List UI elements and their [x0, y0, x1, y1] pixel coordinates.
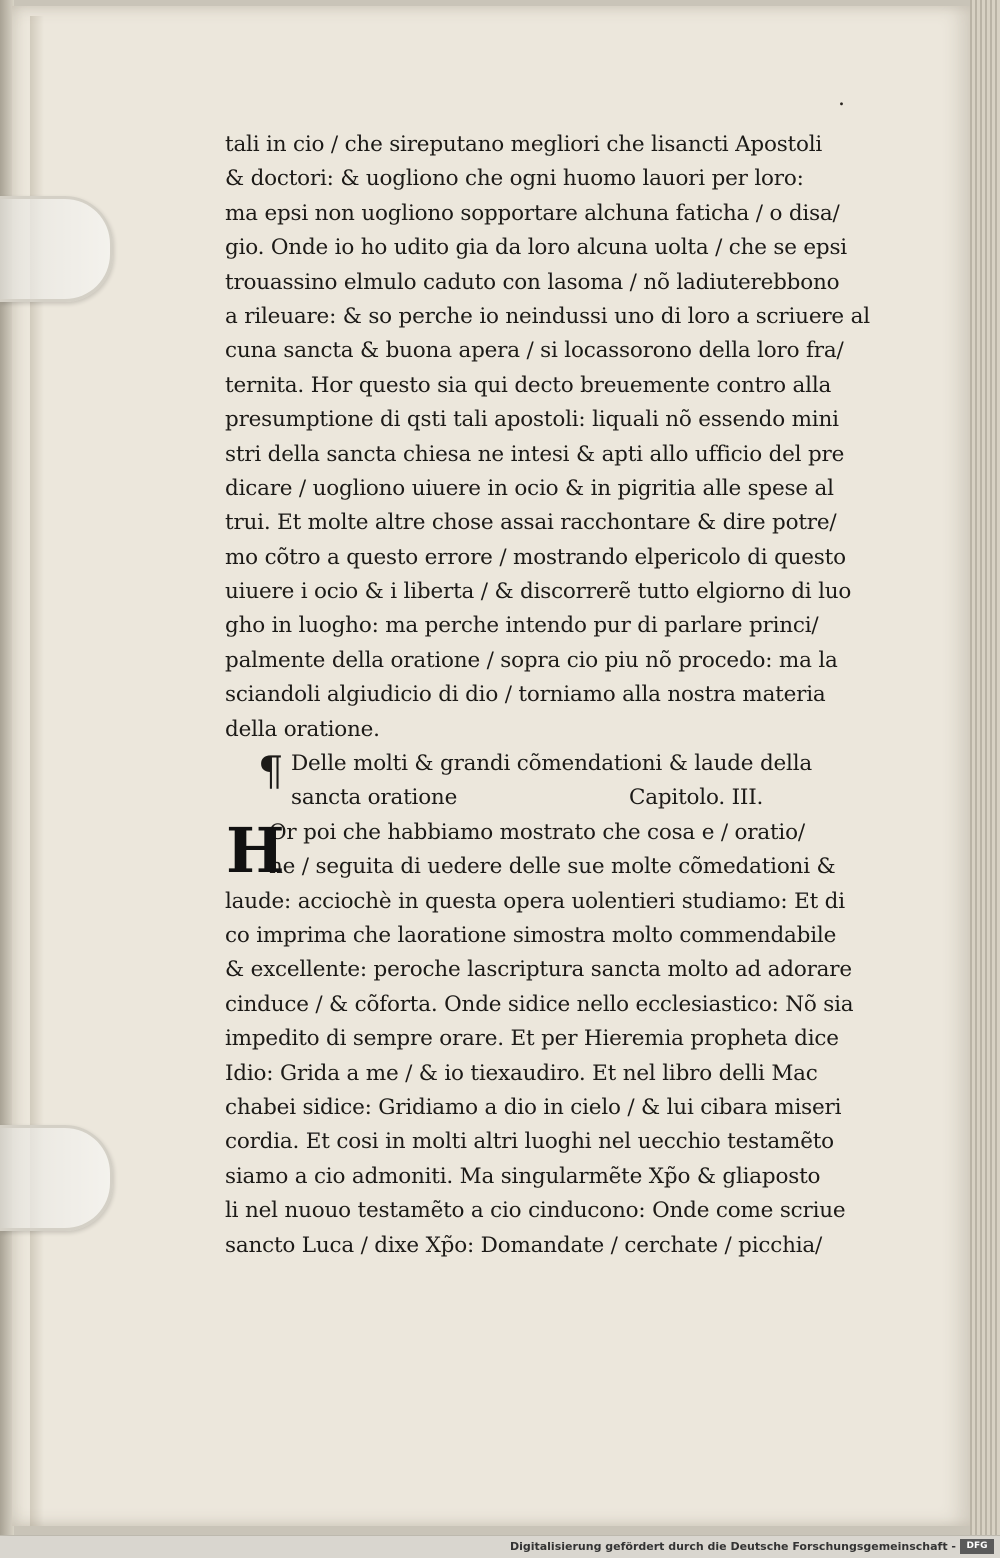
text-line: ne / seguita di uedere delle sue molte cõmedationi &	[269, 854, 836, 880]
text-line: sancto Luca / dixe Xp̃o: Domandate / cerchate / picchia/	[225, 1232, 823, 1258]
text-line: Or poi che habbiamo mostrato che cosa e / oratio/	[269, 819, 805, 845]
text-line: trui. Et molte altre chose assai racchontare & dire potre/	[225, 510, 837, 536]
pilcrow-mark: ¶	[258, 749, 284, 795]
page-mark: .	[838, 86, 845, 111]
text-line: della oratione.	[225, 716, 380, 742]
text-line: & excellente: peroche lascriptura sancta molto ad adorare	[225, 957, 852, 983]
text-line: uiuere i ocio & i liberta / & discorrerẽ tutto elgiorno di luo	[225, 579, 852, 605]
text-line: impedito di sempre orare. Et per Hieremia propheta dice	[225, 1026, 839, 1052]
text-line: co imprima che laoratione simostra molto commendabile	[225, 922, 837, 948]
text-line: gio. Onde io ho udito gia da loro alcuna uolta / che se epsi	[225, 235, 847, 261]
text-line: sciandoli algiudicio di dio / torniamo alla nostra materia	[225, 682, 826, 708]
text-line: presumptione di qsti tali apostoli: liquali nõ essendo mini	[225, 407, 839, 433]
chapter-heading-line2	[225, 781, 865, 815]
page-stack-edge	[970, 0, 1000, 1535]
chapter-number: Capitolo. III.	[629, 785, 764, 811]
initial-letter: H	[226, 814, 285, 887]
text-line: dicare / uogliono uiuere in ocio & in pigritia alle spese al	[225, 475, 834, 501]
text-line: cuna sancta & buona apera / si locassorono della loro fra/	[225, 338, 844, 364]
text-line: trouassino elmulo caduto con lasoma / nõ ladiuterebbono	[225, 269, 840, 295]
text-line: tali in cio / che sireputano megliori che lisancti Apostoli	[225, 132, 823, 157]
book-clip-top	[0, 196, 113, 302]
text-line: gho in luogho: ma perche intendo pur di parlare princi/	[225, 613, 819, 639]
text-line: stri della sancta chiesa ne intesi & apti allo ufficio del pre	[225, 441, 845, 467]
footer-bar	[0, 1535, 1000, 1558]
chapter-title: sancta oratione	[291, 785, 458, 811]
text-line: a rileuare: & so perche io neindussi uno di loro a scriuere al	[225, 303, 870, 329]
text-line: Idio: Grida a me / & io tiexaudiro. Et nel libro delli Mac	[225, 1060, 818, 1086]
text-line: chabei sidice: Gridiamo a dio in cielo / & lui cibara miseri	[225, 1094, 842, 1120]
text-line: cordia. Et cosi in molti altri luoghi nel uecchio testamẽto	[225, 1129, 834, 1155]
text-line: ternita. Hor questo sia qui decto breuemente contro alla	[225, 372, 832, 398]
funding-notice: Digitalisierung gefördert durch die Deutsche Forschungsgemeinschaft -	[509, 1540, 956, 1553]
chapter-heading-line1: Delle molti & grandi cõmendationi & laude della	[291, 751, 813, 777]
text-line: ma epsi non uogliono sopportare alchuna faticha / o disa/	[225, 200, 840, 226]
text-line: cinduce / & cõforta. Onde sidice nello ecclesiastico: Nõ sia	[225, 991, 854, 1017]
text-line: mo cõtro a questo errore / mostrando elpericolo di questo	[225, 544, 846, 570]
text-line: siamo a cio admoniti. Ma singularmẽte Xp̃o & gliaposto	[225, 1163, 821, 1189]
dfg-logo: DFG	[960, 1539, 994, 1554]
text-line: li nel nuouo testamẽto a cio cinducono: Onde come scriue	[225, 1198, 846, 1224]
body-text	[225, 128, 870, 1263]
text-line: laude: acciochè in questa opera uolentieri studiamo: Et di	[225, 888, 845, 914]
book-clip-bottom	[0, 1125, 113, 1231]
text-line: palmente della oratione / sopra cio piu nõ procedo: ma la	[225, 647, 838, 673]
text-line: & doctori: & uogliono che ogni huomo lauori per loro:	[225, 166, 804, 192]
